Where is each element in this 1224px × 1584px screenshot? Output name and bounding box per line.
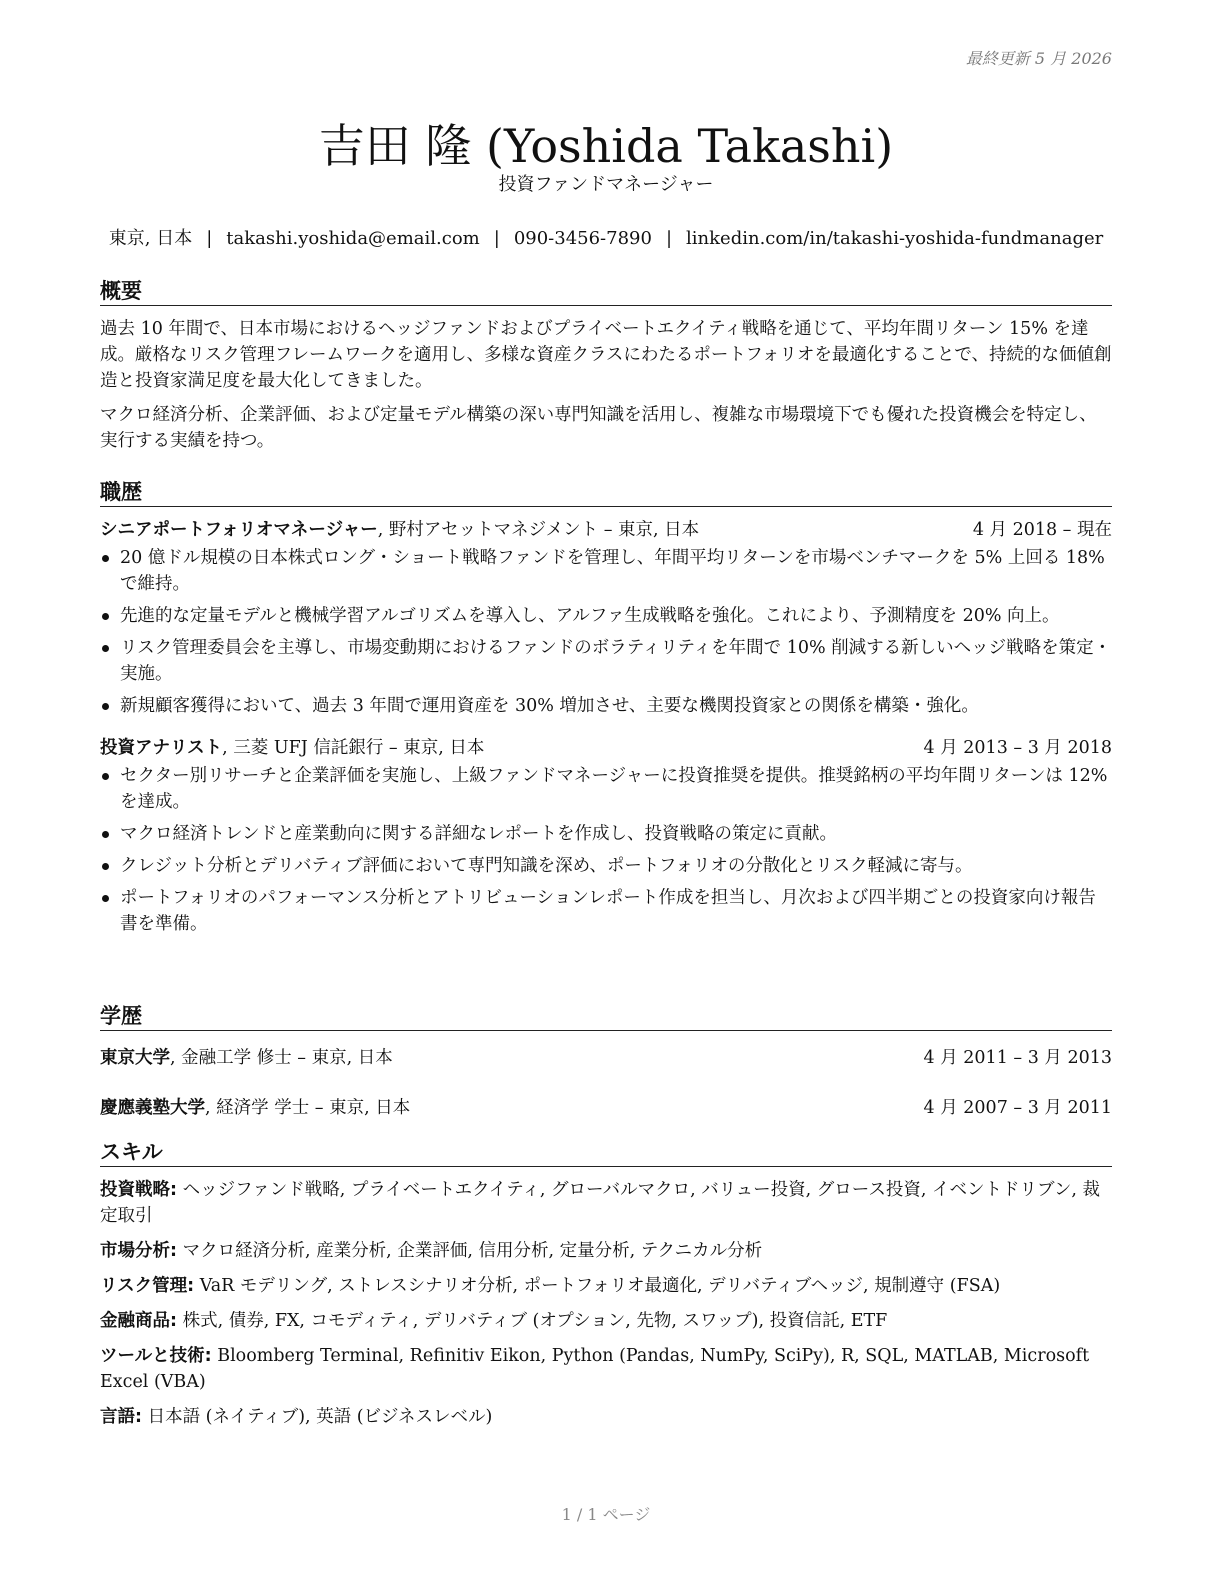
skill-value: 日本語 (ネイティブ), 英語 (ビジネスレベル) [142, 1407, 493, 1427]
skill-row [100, 1404, 1112, 1430]
section-heading-skills: スキル [100, 1138, 1112, 1167]
experience-section [100, 478, 1112, 943]
email-link[interactable]: takashi.yoshida@email.com [226, 228, 480, 249]
education-school-detail [100, 1095, 410, 1121]
job-title: 投資ファンドマネージャー [498, 174, 714, 195]
job-dates: 4 月 2018 – 現在 [972, 520, 1112, 540]
skill-row [100, 1343, 1112, 1395]
section-heading-experience: 職歴 [100, 478, 1112, 507]
separator: | [206, 228, 213, 249]
job-header [100, 517, 1112, 543]
skill-label: 市場分析: [100, 1241, 177, 1261]
skill-row [100, 1238, 1112, 1264]
education-entry [100, 1095, 1112, 1121]
skill-label: ツールと技術: [100, 1346, 212, 1366]
page-indicator: 1 / 1 ページ [561, 1505, 651, 1524]
resume-page [100, 0, 1112, 1584]
summary-paragraph: 過去 10 年間で、日本市場におけるヘッジファンドおよびプライベートエクイティ戦略を通じて、平均年間リターン 15% を達成。厳格なリスク管理フレームワークを適用し、多様な資産クラスにわたるポートフォリオを最適化することで、持続的な価値創造と投資家満足度を最大化してきました。 [100, 319, 1112, 391]
skill-value: Bloomberg Terminal, Refinitiv Eikon, Python (Pandas, NumPy, SciPy), R, SQL, MATLAB, Microsoft Excel (VBA) [100, 1346, 1090, 1392]
list-item: クレジット分析とデリバティブ評価において専門知識を深め、ポートフォリオの分散化とリスク軽減に寄与。 [120, 853, 1112, 879]
skill-label: リスク管理: [100, 1276, 195, 1296]
education-dates: 4 月 2011 – 3 月 2013 [923, 1048, 1112, 1068]
section-heading-summary: 概要 [100, 277, 1112, 306]
list-item: 新規顧客獲得において、過去 3 年間で運用資産を 30% 増加させ、主要な機関投資家との関係を構築・強化。 [120, 693, 1112, 719]
education-entry [100, 1045, 1112, 1071]
skill-value: VaR モデリング, ストレスシナリオ分析, ポートフォリオ最適化, デリバティブヘッジ, 規制遵守 (FSA) [194, 1276, 1001, 1296]
skill-value: ヘッジファンド戦略, プライベートエクイティ, グローバルマクロ, バリュー投資, グロース投資, イベントドリブン, 裁定取引 [100, 1180, 1100, 1226]
job-role: 投資アナリスト [100, 738, 223, 758]
contact-line [100, 224, 1112, 250]
education-detail: , 金融工学 修士 – 東京, 日本 [170, 1048, 393, 1068]
list-item: リスク管理委員会を主導し、市場変動期におけるファンドのボラティリティを年間で 10% 削減する新しいヘッジ戦略を策定・実施。 [120, 635, 1112, 687]
skills-section [100, 1138, 1112, 1439]
education-school: 東京大学 [100, 1048, 170, 1068]
job-role: シニアポートフォリオマネージャー [100, 520, 378, 540]
list-item: セクター別リサーチと企業評価を実施し、上級ファンドマネージャーに投資推奨を提供。推奨銘柄の平均年間リターンは 12% を達成。 [120, 763, 1112, 815]
job-role-org [100, 735, 484, 761]
job-entry [100, 735, 1112, 937]
summary-paragraph: マクロ経済分析、企業評価、および定量モデル構築の深い専門知識を活用し、複雑な市場環境下でも優れた投資機会を特定し、実行する実績を持つ。 [100, 405, 1097, 451]
job-header [100, 735, 1112, 761]
job-role-org [100, 517, 699, 543]
phone-number: 090-3456-7890 [513, 228, 652, 249]
candidate-name: 吉田 隆 (Yoshida Takashi) [318, 118, 894, 173]
list-item: マクロ経済トレンドと産業動向に関する詳細なレポートを作成し、投資戦略の策定に貢献。 [120, 821, 1112, 847]
section-heading-education: 学歴 [100, 1002, 1112, 1031]
job-org: , 三菱 UFJ 信託銀行 – 東京, 日本 [222, 738, 485, 758]
summary-section [100, 277, 1112, 462]
list-item: 20 億ドル規模の日本株式ロング・ショート戦略ファンドを管理し、年間平均リターンを市場ベンチマークを 5% 上回る 18% で維持。 [120, 545, 1112, 597]
skill-row [100, 1308, 1112, 1334]
last-updated: 最終更新 5 月 2026 [965, 49, 1112, 68]
list-item: ポートフォリオのパフォーマンス分析とアトリビューションレポート作成を担当し、月次および四半期ごとの投資家向け報告書を準備。 [120, 885, 1112, 937]
linkedin-link[interactable]: linkedin.com/in/takashi-yoshida-fundmanager [686, 228, 1104, 249]
job-dates: 4 月 2013 – 3 月 2018 [923, 738, 1112, 758]
job-bullets [100, 545, 1112, 719]
skill-value: 株式, 債券, FX, コモディティ, デリバティブ (オプション, 先物, スワップ), 投資信託, ETF [177, 1311, 888, 1331]
skill-row [100, 1177, 1112, 1229]
separator: | [493, 228, 500, 249]
job-org: , 野村アセットマネジメント – 東京, 日本 [377, 520, 700, 540]
education-dates: 4 月 2007 – 3 月 2011 [923, 1098, 1112, 1118]
education-section [100, 1002, 1112, 1121]
job-bullets [100, 763, 1112, 937]
skill-value: マクロ経済分析, 産業分析, 企業評価, 信用分析, 定量分析, テクニカル分析 [177, 1241, 763, 1261]
education-school-detail [100, 1045, 393, 1071]
education-detail: , 経済学 学士 – 東京, 日本 [205, 1098, 411, 1118]
skill-label: 投資戦略: [100, 1180, 177, 1200]
education-school: 慶應義塾大学 [100, 1098, 205, 1118]
separator: | [665, 228, 673, 249]
skill-label: 言語: [100, 1407, 142, 1427]
job-entry [100, 517, 1112, 719]
location: 東京, 日本 [108, 228, 193, 249]
list-item: 先進的な定量モデルと機械学習アルゴリズムを導入し、アルファ生成戦略を強化。これにより、予測精度を 20% 向上。 [120, 603, 1112, 629]
skill-label: 金融商品: [100, 1311, 177, 1331]
skill-row [100, 1273, 1112, 1299]
